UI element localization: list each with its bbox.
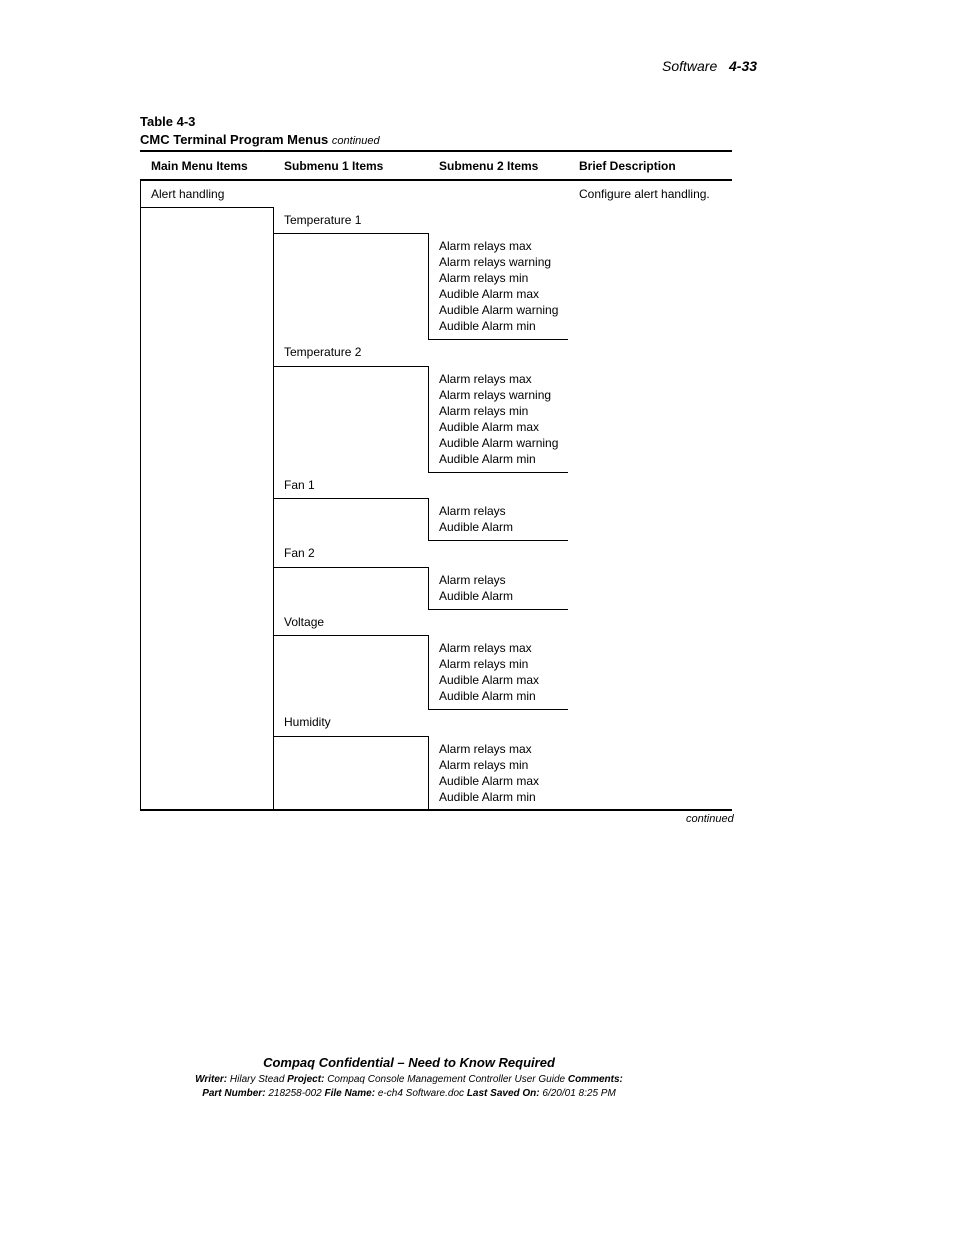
comments-label: Comments:	[567, 1074, 623, 1085]
row-rule	[273, 736, 428, 737]
table-title	[140, 132, 380, 149]
list-item: Audible Alarm warning	[439, 436, 559, 450]
table-title-suffix: continued	[331, 135, 380, 147]
list-item: Alarm relays min	[439, 657, 529, 671]
table-label: Table 4-3	[140, 114, 196, 129]
submenu1-fan-1: Fan 1	[284, 478, 315, 492]
submenu-divider	[428, 567, 429, 610]
list-item: Audible Alarm warning	[439, 303, 559, 317]
submenu-divider	[428, 736, 429, 810]
list-item: Alarm relays min	[439, 271, 529, 285]
list-item: Alarm relays max	[439, 239, 532, 253]
list-item: Alarm relays	[439, 573, 506, 587]
list-item: Audible Alarm	[439, 589, 514, 603]
main-description: Configure alert handling.	[579, 187, 710, 201]
submenu-divider	[428, 366, 429, 473]
submenu2-list	[439, 572, 513, 604]
list-item: Alarm relays min	[439, 404, 529, 418]
running-header-section: Software	[662, 58, 718, 74]
submenu1-fan-2: Fan 2	[284, 546, 315, 560]
list-item: Audible Alarm min	[439, 689, 536, 703]
list-item: Audible Alarm max	[439, 673, 540, 687]
part-value: 218258-002	[268, 1088, 322, 1099]
confidential-notice: Compaq Confidential – Need to Know Required	[263, 1055, 555, 1070]
left-border	[140, 180, 141, 810]
footer-part-line	[0, 1087, 886, 1101]
row-rule	[273, 498, 428, 499]
table-bottom-rule	[140, 809, 732, 811]
table-title-text: CMC Terminal Program Menus	[140, 132, 329, 147]
main-column-divider	[273, 207, 274, 810]
submenu2-list	[439, 741, 539, 805]
submenu-divider	[428, 635, 429, 710]
writer-label: Writer:	[195, 1074, 228, 1085]
row-rule	[273, 635, 428, 636]
submenu1-humidity: Humidity	[284, 715, 331, 729]
writer-value: Hilary Stead	[229, 1074, 285, 1085]
footer-writer-line	[0, 1073, 886, 1087]
column-header-submenu2: Submenu 2 Items	[439, 159, 539, 173]
column-header-description: Brief Description	[579, 159, 676, 173]
continued-note: continued	[686, 813, 734, 825]
saved-value: 6/20/01 8:25 PM	[542, 1088, 616, 1099]
submenu-divider	[428, 233, 429, 340]
saved-label: Last Saved On:	[466, 1088, 540, 1099]
header-rule	[140, 179, 732, 181]
submenu1-temperature-1: Temperature 1	[284, 213, 362, 227]
column-header-submenu1: Submenu 1 Items	[284, 159, 384, 173]
submenu1-voltage: Voltage	[284, 615, 325, 629]
list-item: Audible Alarm	[439, 520, 514, 534]
row-rule	[428, 540, 568, 541]
submenu2-list	[439, 371, 558, 467]
row-rule	[428, 709, 568, 710]
row-rule	[273, 366, 428, 367]
row-rule	[428, 472, 568, 473]
row-rule	[273, 567, 428, 568]
list-item: Alarm relays warning	[439, 255, 552, 269]
file-value: e-ch4 Software.doc	[377, 1088, 465, 1099]
table-top-rule	[140, 150, 732, 152]
project-value: Compaq Console Management Controller User Guide	[327, 1074, 566, 1085]
main-item-alert-handling: Alert handling	[151, 187, 225, 201]
submenu1-temperature-2: Temperature 2	[284, 345, 362, 359]
list-item: Alarm relays max	[439, 372, 532, 386]
project-label: Project:	[287, 1074, 325, 1085]
list-item: Alarm relays max	[439, 742, 532, 756]
column-header-main: Main Menu Items	[151, 159, 248, 173]
submenu2-list	[439, 503, 513, 535]
list-item: Alarm relays	[439, 504, 506, 518]
list-item: Audible Alarm min	[439, 319, 536, 333]
submenu2-list	[439, 640, 539, 704]
submenu-divider	[428, 498, 429, 541]
file-label: File Name:	[324, 1088, 376, 1099]
row-rule	[428, 339, 568, 340]
list-item: Audible Alarm min	[439, 452, 536, 466]
page-number: 4-33	[729, 58, 758, 74]
list-item: Alarm relays warning	[439, 388, 552, 402]
row-rule	[428, 609, 568, 610]
part-label: Part Number:	[202, 1088, 266, 1099]
list-item: Audible Alarm min	[439, 790, 536, 804]
submenu2-list	[439, 238, 558, 334]
list-item: Audible Alarm max	[439, 774, 540, 788]
list-item: Audible Alarm max	[439, 287, 540, 301]
list-item: Alarm relays max	[439, 641, 532, 655]
row-rule	[273, 233, 428, 234]
row-rule	[140, 207, 273, 208]
list-item: Alarm relays min	[439, 758, 529, 772]
list-item: Audible Alarm max	[439, 420, 540, 434]
